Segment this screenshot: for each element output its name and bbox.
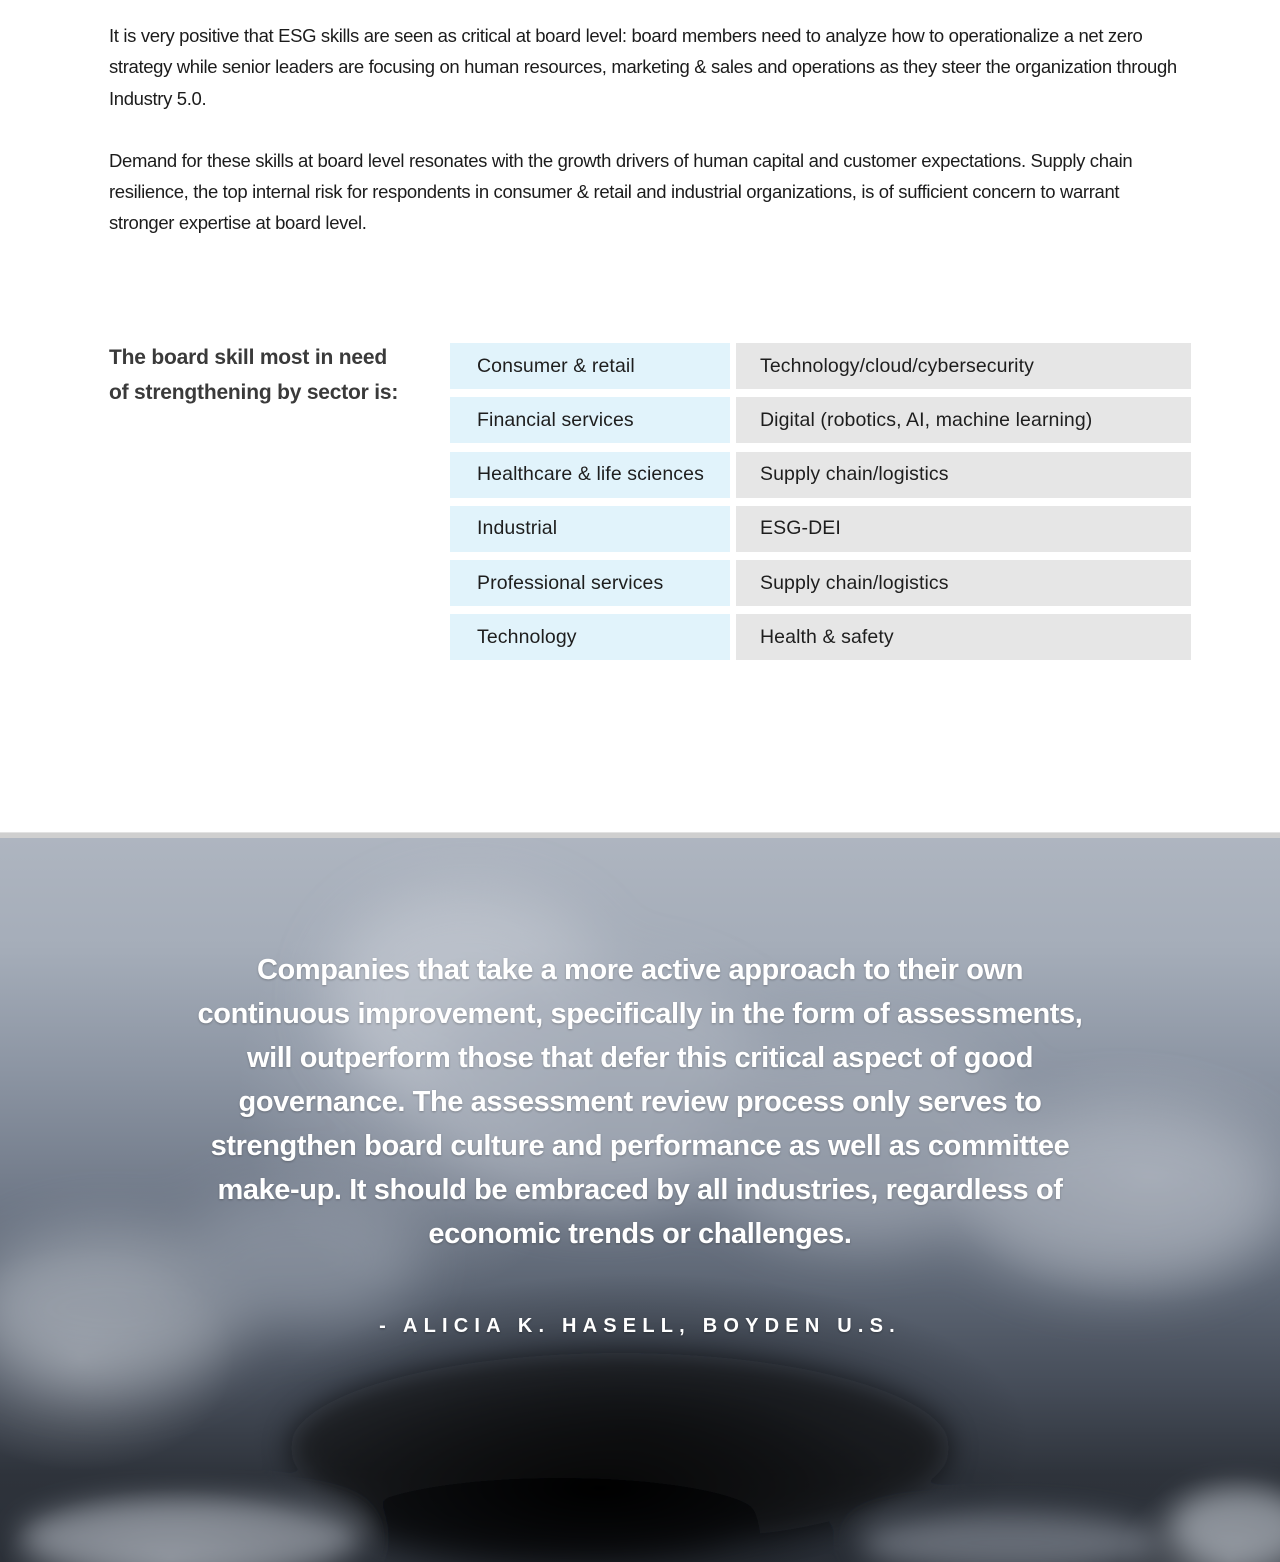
skills-heading: The board skill most in need of strengthening by sector is: (109, 346, 399, 404)
table-row (450, 397, 1191, 443)
quote-banner (0, 838, 1280, 1562)
sector-cell: Consumer & retail (450, 343, 730, 389)
skill-cell: Supply chain/logistics (736, 560, 1191, 606)
skill-cell: Digital (robotics, AI, machine learning) (736, 397, 1191, 443)
quote-text: Companies that take a more active approach to their own continuous improvement, specifically in the form of assessments, will outperform those that defer this critical aspect of good governance. The assessment review process only serves to strengthen board culture and performance as well as committee make-up. It should be embraced by all industries, regardless of economic trends or challenges. (197, 954, 1083, 1250)
sector-cell: Financial services (450, 397, 730, 443)
sector-cell: Healthcare & life sciences (450, 452, 730, 498)
sector-cell: Professional services (450, 560, 730, 606)
table-row (450, 343, 1191, 389)
intro-paragraph: It is very positive that ESG skills are seen as critical at board level: board members need to analyze how to operationalize a net zero strategy while senior leaders are focusing on human resources, marketing & sales and operations as they steer the organization through Industry 5.0. (109, 25, 1177, 109)
table-row (450, 560, 1191, 606)
skill-cell: Technology/cloud/cybersecurity (736, 343, 1191, 389)
skill-cell: ESG-DEI (736, 506, 1191, 552)
quote-attribution: - ALICIA K. HASELL, BOYDEN U.S. (379, 1315, 901, 1337)
table-row (450, 452, 1191, 498)
skill-cell: Supply chain/logistics (736, 452, 1191, 498)
skills-by-sector-table (450, 343, 1191, 669)
table-row (450, 506, 1191, 552)
sector-cell: Industrial (450, 506, 730, 552)
sector-cell: Technology (450, 614, 730, 660)
intro-section (109, 20, 1189, 270)
skill-cell: Health & safety (736, 614, 1191, 660)
table-row (450, 614, 1191, 660)
intro-paragraph: Demand for these skills at board level resonates with the growth drivers of human capital and customer expectations. Supply chain resilience, the top internal risk for respondents in consumer & retail and industrial organizations, is of sufficient concern to warrant stronger expertise at board level. (109, 149, 1133, 234)
